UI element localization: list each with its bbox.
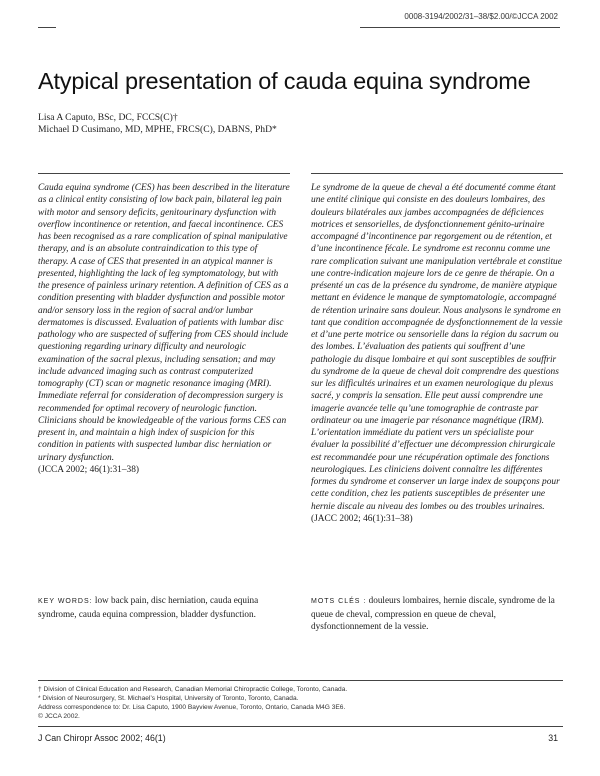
keywords-french-text: douleurs lombaires, hernie discale, syndrome de la queue de cheval, compression en queue de cheval, dysfonctionnement de la vessie. <box>311 595 555 631</box>
header-rule-left <box>38 27 56 28</box>
keywords-english <box>38 594 290 620</box>
keywords-french-label: MOTS CLÉS : <box>311 598 367 605</box>
abstract-french <box>311 182 563 525</box>
footnote-affiliation-2: * Division of Neurosurgery, St. Michael’s Hospital, University of Toronto, Toronto, Canada. <box>38 695 299 702</box>
abstract-rule-left <box>38 173 290 174</box>
footnote-copyright: © JCCA 2002. <box>38 713 80 720</box>
keywords-english-text: low back pain, disc herniation, cauda equina syndrome, cauda equina compression, bladder dysfunction. <box>38 595 259 619</box>
article-title: Atypical presentation of cauda equina syndrome <box>38 68 531 94</box>
author-2: Michael D Cusimano, MD, MPHE, FRCS(C), DABNS, PhD* <box>38 124 277 135</box>
abstract-english-citation: (JCCA 2002; 46(1):31–38) <box>38 464 140 475</box>
keywords-english-label: KEY WORDS: <box>38 598 93 605</box>
journal-citation: J Can Chiropr Assoc 2002; 46(1) <box>38 733 166 743</box>
author-1: Lisa A Caputo, BSc, DC, FCCS(C)† <box>38 112 178 123</box>
abstract-rule-right <box>311 173 563 174</box>
author-list <box>38 112 277 136</box>
footnote-affiliation-1: † Division of Clinical Education and Research, Canadian Memorial Chiropractic College, Toronto, Canada. <box>38 686 348 693</box>
abstract-english-body: (CES) has been described in the literature as a clinical entity consisting of low back pain, bilateral leg pain with motor and sensory deficits, genitourinary dysfunction with overflow incontinence or retention, and faecal incontinence. CES has been recognised as a rare complication of spinal manipulative therapy, and is an absolute contraindication to this type of therapy. A case of CES that presented in an atypical manner is presented, highlighting the lack of leg symptomatology, but with the presence of painless urinary retention. A definition of CES as a condition presenting with bladder dysfunction and possible motor and/or sensory loss in the region of sacral and/or lumbar dermatomes is discussed. Evaluation of patients with lumbar disc pathology who are suspected of suffering from CES should include questioning regarding urinary difficulty and neurologic examination of the sacral plexus, including sensation; and may include advanced imaging such as contrast computerized tomography (CT) scan or magnetic resonance imaging (MRI). Immediate referral for consideration of decompression surgery is recommended for optimal recovery of neurologic function. Clinicians should be knowledgeable of the various forms CES can present in, and maintain a high index of suspicion for this condition in patients with suspected lumbar disc herniation or urinary dysfunction. <box>38 183 290 463</box>
abstract-french-citation: (JACC 2002; 46(1):31–38) <box>311 513 413 524</box>
abstract-french-body: Le syndrome de la queue de cheval a été documenté comme étant une entité clinique qui consiste en des douleurs lombaires, des douleurs bilatérales aux jambes accompagnées de déficiences motrices et sensorielles, de dysfonctionnement génito-urinaire accompagné d’incontinence par regorgement ou de rétention, et d’une incontinence fécale. Le syndrome est reconnu comme une rare complication suivant une manipulation vertébrale et constitue une contre-indication majeure lors de ce genre de thérapie. On a présenté un cas de la présence du syndrome, de manière atypique mettant en évidence le manque de symptomatologie, accompagné de rétention urinaire sans douleur. Nous analysons le syndrome en tant que condition accompagnée de dysfonctionnement de la vessie et d’une perte motrice ou sensorielle dans la région du sacrum ou des lombes. L’évaluation des patients qui souffrent d’une pathologie du disque lombaire et qui sont susceptibles de souffrir du syndrome de la queue de cheval doit comprendre des questions sur les difficultés urinaires et un examen neurologique du plexus sacré, y compris la sensation. Elle peut aussi comprendre une imagerie avancée telle qu’une tomographie de contraste par ordinateur ou une imagerie par résonance magnétique (IRM). L’orientation immédiate du patient vers un spécialiste pour évaluer la possibilité d’effectuer une décompression chirurgicale est recommandée pour une récupération optimale des fonctions neurologiques. Les cliniciens doivent connaître les différentes formes du syndrome et conserver un large index de soupçons pour cette condition, chez les patients susceptibles de présenter une hernie discale au niveau des lombes ou des troubles urinaires. <box>311 183 563 512</box>
footnote-correspondence: Address correspondence to: Dr. Lisa Caputo, 1900 Bayview Avenue, Toronto, Ontario, Canada M4G 3E6. <box>38 704 346 711</box>
abstract-english-lead: Cauda equina syndrome <box>38 183 130 193</box>
abstract-english-text <box>38 182 290 464</box>
footnote-rule <box>38 680 563 681</box>
abstract-english <box>38 182 290 476</box>
page-number: 31 <box>548 733 558 743</box>
doi-line: 0008-3194/2002/31–38/$2.00/©JCCA 2002 <box>404 12 558 21</box>
footnotes <box>38 685 578 721</box>
keywords-french <box>311 594 563 632</box>
footer-rule <box>38 726 563 727</box>
header-rule-right <box>360 27 560 28</box>
